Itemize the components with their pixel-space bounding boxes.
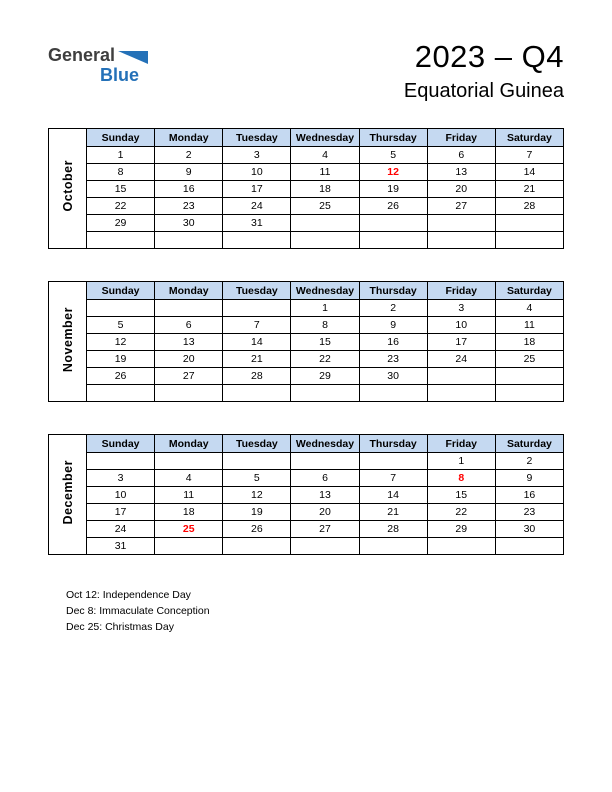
date-cell: 19 xyxy=(87,351,155,368)
date-cell: 6 xyxy=(155,317,223,334)
empty-date-cell xyxy=(155,232,223,249)
empty-date-cell xyxy=(427,538,495,555)
date-cell: 4 xyxy=(291,147,359,164)
date-cell: 28 xyxy=(223,368,291,385)
empty-date-cell xyxy=(87,300,155,317)
date-cell: 29 xyxy=(427,521,495,538)
month-table-november xyxy=(48,281,564,402)
general-blue-logo xyxy=(48,40,148,84)
date-cell: 15 xyxy=(427,487,495,504)
date-cell: 27 xyxy=(427,198,495,215)
month-name-label: October xyxy=(49,129,87,249)
empty-date-cell xyxy=(359,215,427,232)
logo-word-general: General xyxy=(48,45,116,65)
empty-date-cell xyxy=(495,368,563,385)
date-cell: 21 xyxy=(359,504,427,521)
date-cell: 31 xyxy=(223,215,291,232)
date-cell: 2 xyxy=(359,300,427,317)
date-cell: 8 xyxy=(291,317,359,334)
date-cell: 7 xyxy=(359,470,427,487)
page-header xyxy=(48,40,564,103)
weekday-header: Thursday xyxy=(359,129,427,147)
date-cell: 24 xyxy=(223,198,291,215)
empty-date-cell xyxy=(291,453,359,470)
title-block xyxy=(404,40,564,103)
holiday-legend-item: Oct 12: Independence Day xyxy=(66,589,191,602)
empty-date-cell xyxy=(359,385,427,402)
date-cell: 27 xyxy=(155,368,223,385)
date-cell: 8 xyxy=(427,470,495,487)
weekday-header: Monday xyxy=(155,435,223,453)
weekday-header: Monday xyxy=(155,129,223,147)
empty-date-cell xyxy=(427,385,495,402)
date-cell: 6 xyxy=(427,147,495,164)
date-cell: 26 xyxy=(359,198,427,215)
date-cell: 4 xyxy=(495,300,563,317)
date-cell: 12 xyxy=(87,334,155,351)
empty-date-cell xyxy=(427,215,495,232)
date-cell: 2 xyxy=(495,453,563,470)
empty-date-cell xyxy=(87,453,155,470)
empty-date-cell xyxy=(495,538,563,555)
date-cell: 2 xyxy=(155,147,223,164)
empty-date-cell xyxy=(427,232,495,249)
empty-date-cell xyxy=(223,300,291,317)
date-cell: 1 xyxy=(427,453,495,470)
date-cell: 31 xyxy=(87,538,155,555)
empty-date-cell xyxy=(155,538,223,555)
month-name-label: December xyxy=(49,435,87,555)
empty-date-cell xyxy=(291,385,359,402)
month-table-december xyxy=(48,434,564,555)
empty-date-cell xyxy=(155,385,223,402)
weekday-header: Friday xyxy=(427,435,495,453)
date-cell: 4 xyxy=(155,470,223,487)
date-cell: 23 xyxy=(495,504,563,521)
date-cell: 1 xyxy=(291,300,359,317)
date-cell: 23 xyxy=(155,198,223,215)
date-cell: 16 xyxy=(495,487,563,504)
date-cell: 5 xyxy=(359,147,427,164)
weekday-header: Saturday xyxy=(495,435,563,453)
date-cell: 16 xyxy=(359,334,427,351)
holiday-legend-item: Dec 25: Christmas Day xyxy=(66,621,174,634)
date-cell: 13 xyxy=(155,334,223,351)
weekday-header: Sunday xyxy=(87,129,155,147)
empty-date-cell xyxy=(223,385,291,402)
date-cell: 6 xyxy=(291,470,359,487)
weekday-header: Saturday xyxy=(495,129,563,147)
date-cell: 9 xyxy=(359,317,427,334)
date-cell: 11 xyxy=(155,487,223,504)
date-cell: 24 xyxy=(87,521,155,538)
date-cell: 15 xyxy=(87,181,155,198)
date-cell: 22 xyxy=(87,198,155,215)
date-cell: 20 xyxy=(291,504,359,521)
date-cell: 18 xyxy=(495,334,563,351)
empty-date-cell xyxy=(495,232,563,249)
date-cell: 11 xyxy=(495,317,563,334)
date-cell: 3 xyxy=(223,147,291,164)
holiday-legend xyxy=(66,587,564,635)
date-cell: 19 xyxy=(223,504,291,521)
date-cell: 29 xyxy=(291,368,359,385)
empty-date-cell xyxy=(291,538,359,555)
weekday-header: Tuesday xyxy=(223,435,291,453)
date-cell: 13 xyxy=(427,164,495,181)
page-title: 2023 – Q4 xyxy=(414,39,564,74)
date-cell: 18 xyxy=(291,181,359,198)
date-cell: 11 xyxy=(291,164,359,181)
date-cell: 18 xyxy=(155,504,223,521)
month-table-october xyxy=(48,128,564,249)
empty-date-cell xyxy=(155,300,223,317)
date-cell: 5 xyxy=(87,317,155,334)
date-cell: 30 xyxy=(495,521,563,538)
empty-date-cell xyxy=(223,538,291,555)
date-cell: 14 xyxy=(223,334,291,351)
empty-date-cell xyxy=(87,385,155,402)
weekday-header: Wednesday xyxy=(291,282,359,300)
date-cell: 14 xyxy=(495,164,563,181)
weekday-header: Friday xyxy=(427,282,495,300)
date-cell: 17 xyxy=(223,181,291,198)
date-cell: 23 xyxy=(359,351,427,368)
date-cell: 17 xyxy=(427,334,495,351)
empty-date-cell xyxy=(495,215,563,232)
date-cell: 26 xyxy=(87,368,155,385)
weekday-header: Friday xyxy=(427,129,495,147)
empty-date-cell xyxy=(359,232,427,249)
empty-date-cell xyxy=(359,453,427,470)
empty-date-cell xyxy=(291,215,359,232)
date-cell: 5 xyxy=(223,470,291,487)
empty-date-cell xyxy=(223,232,291,249)
date-cell: 30 xyxy=(155,215,223,232)
date-cell: 27 xyxy=(291,521,359,538)
date-cell: 10 xyxy=(427,317,495,334)
date-cell: 29 xyxy=(87,215,155,232)
date-cell: 22 xyxy=(291,351,359,368)
date-cell: 30 xyxy=(359,368,427,385)
date-cell: 26 xyxy=(223,521,291,538)
month-tables-container xyxy=(48,128,564,555)
date-cell: 9 xyxy=(155,164,223,181)
empty-date-cell xyxy=(359,538,427,555)
weekday-header: Tuesday xyxy=(223,129,291,147)
date-cell: 3 xyxy=(87,470,155,487)
date-cell: 12 xyxy=(223,487,291,504)
weekday-header: Thursday xyxy=(359,435,427,453)
date-cell: 13 xyxy=(291,487,359,504)
date-cell: 28 xyxy=(495,198,563,215)
date-cell: 7 xyxy=(223,317,291,334)
date-cell: 3 xyxy=(427,300,495,317)
empty-date-cell xyxy=(155,453,223,470)
page-subtitle: Equatorial Guinea xyxy=(403,80,564,103)
date-cell: 25 xyxy=(291,198,359,215)
weekday-header: Saturday xyxy=(495,282,563,300)
date-cell: 10 xyxy=(87,487,155,504)
date-cell: 15 xyxy=(291,334,359,351)
date-cell: 10 xyxy=(223,164,291,181)
date-cell: 16 xyxy=(155,181,223,198)
date-cell: 24 xyxy=(427,351,495,368)
empty-date-cell xyxy=(87,232,155,249)
empty-date-cell xyxy=(427,368,495,385)
weekday-header: Sunday xyxy=(87,282,155,300)
weekday-header: Monday xyxy=(155,282,223,300)
date-cell: 9 xyxy=(495,470,563,487)
logo-word-blue: Blue xyxy=(100,65,140,85)
empty-date-cell xyxy=(495,385,563,402)
month-name-label: November xyxy=(49,282,87,402)
date-cell: 7 xyxy=(495,147,563,164)
date-cell: 19 xyxy=(359,181,427,198)
date-cell: 12 xyxy=(359,164,427,181)
weekday-header: Wednesday xyxy=(291,129,359,147)
weekday-header: Sunday xyxy=(87,435,155,453)
date-cell: 14 xyxy=(359,487,427,504)
empty-date-cell xyxy=(291,232,359,249)
date-cell: 1 xyxy=(87,147,155,164)
holiday-legend-item: Dec 8: Immaculate Conception xyxy=(66,605,210,618)
date-cell: 25 xyxy=(155,521,223,538)
date-cell: 21 xyxy=(223,351,291,368)
weekday-header: Thursday xyxy=(359,282,427,300)
date-cell: 28 xyxy=(359,521,427,538)
date-cell: 17 xyxy=(87,504,155,521)
date-cell: 20 xyxy=(155,351,223,368)
empty-date-cell xyxy=(223,453,291,470)
date-cell: 8 xyxy=(87,164,155,181)
weekday-header: Tuesday xyxy=(223,282,291,300)
logo-triangle-icon xyxy=(118,51,148,64)
date-cell: 20 xyxy=(427,181,495,198)
weekday-header: Wednesday xyxy=(291,435,359,453)
date-cell: 22 xyxy=(427,504,495,521)
date-cell: 21 xyxy=(495,181,563,198)
date-cell: 25 xyxy=(495,351,563,368)
